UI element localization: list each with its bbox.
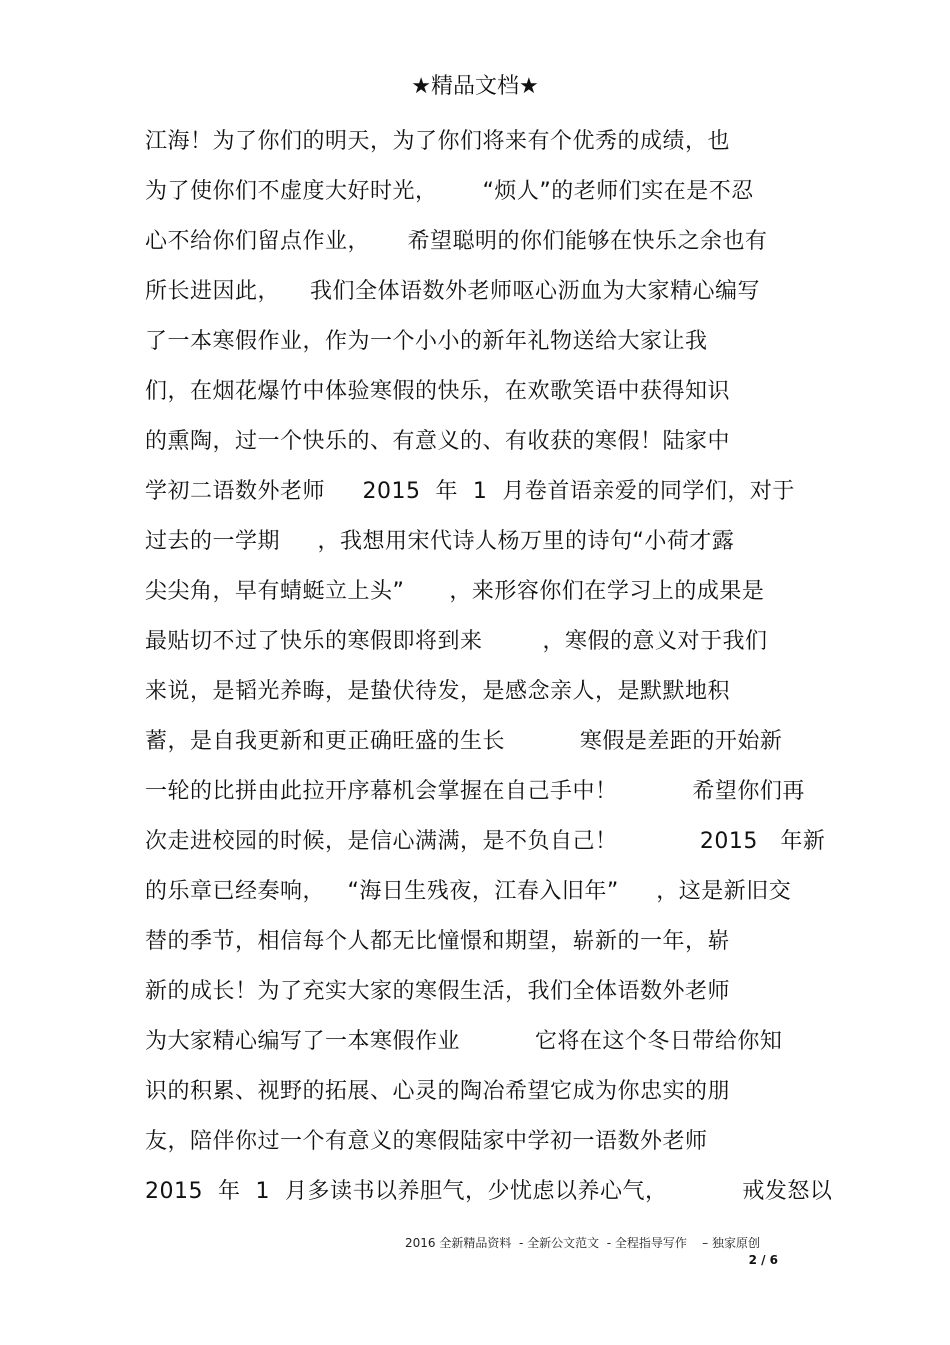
text-line: 的熏陶，过一个快乐的、有意义的、有收获的寒假！陆家中: [145, 429, 731, 454]
text-line: 2015 年 1 月多读书以养胆气，少忧虑以养心气， 戒发怒以: [145, 1179, 833, 1204]
text-line: 心不给你们留点作业， 希望聪明的你们能够在快乐之余也有: [145, 229, 768, 254]
text-line: 的乐章已经奏响， “海日生残夜，江春入旧年” ，这是新旧交: [145, 879, 792, 904]
text-line: 学初二语数外老师 2015 年 1 月卷首语亲爱的同学们，对于: [145, 479, 795, 504]
text-line: 为大家精心编写了一本寒假作业 它将在这个冬日带给你知: [145, 1029, 783, 1054]
text-line: 识的积累、视野的拓展、心灵的陶冶希望它成为你忠实的朋: [145, 1079, 731, 1104]
page-footer-text: 2016 全新精品资料 - 全新公文范文 - 全程指导写作 – 独家原创: [405, 1236, 760, 1250]
text-line: 次走进校园的时候，是信心满满，是不负自己！ 2015 年新: [145, 829, 826, 854]
text-line: 友，陪伴你过一个有意义的寒假陆家中学初一语数外老师: [145, 1129, 708, 1154]
text-line: 了一本寒假作业，作为一个小小的新年礼物送给大家让我: [145, 329, 708, 354]
text-line: 最贴切不过了快乐的寒假即将到来 ，寒假的意义对于我们: [145, 629, 768, 654]
text-line: 们，在烟花爆竹中体验寒假的快乐，在欢歌笑语中获得知识: [145, 379, 731, 404]
text-line: 替的季节，相信每个人都无比憧憬和期望，崭新的一年，崭: [145, 929, 731, 954]
text-line: 过去的一学期 ，我想用宋代诗人杨万里的诗句“小荷才露: [145, 529, 735, 554]
page-number: 2 / 6: [748, 1253, 778, 1267]
text-line: 为了使你们不虚度大好时光， “烦人”的老师们实在是不忍: [145, 179, 754, 204]
text-line: 蓄，是自我更新和更正确旺盛的生长 寒假是差距的开始新: [145, 729, 783, 754]
page-header-title: ★精品文档★: [411, 74, 539, 99]
text-line: 来说，是韬光养晦，是蛰伏待发，是感念亲人，是默默地积: [145, 679, 731, 704]
text-line: 江海！为了你们的明天，为了你们将来有个优秀的成绩，也: [145, 129, 731, 154]
text-line: 所长进因此， 我们全体语数外老师呕心沥血为大家精心编写: [145, 279, 760, 304]
text-line: 新的成长！为了充实大家的寒假生活，我们全体语数外老师: [145, 979, 731, 1004]
text-line: 一轮的比拼由此拉开序幕机会掌握在自己手中！ 希望你们再: [145, 779, 805, 804]
text-line: 尖尖角，早有蜻蜓立上头” ，来形容你们在学习上的成果是: [145, 579, 765, 604]
